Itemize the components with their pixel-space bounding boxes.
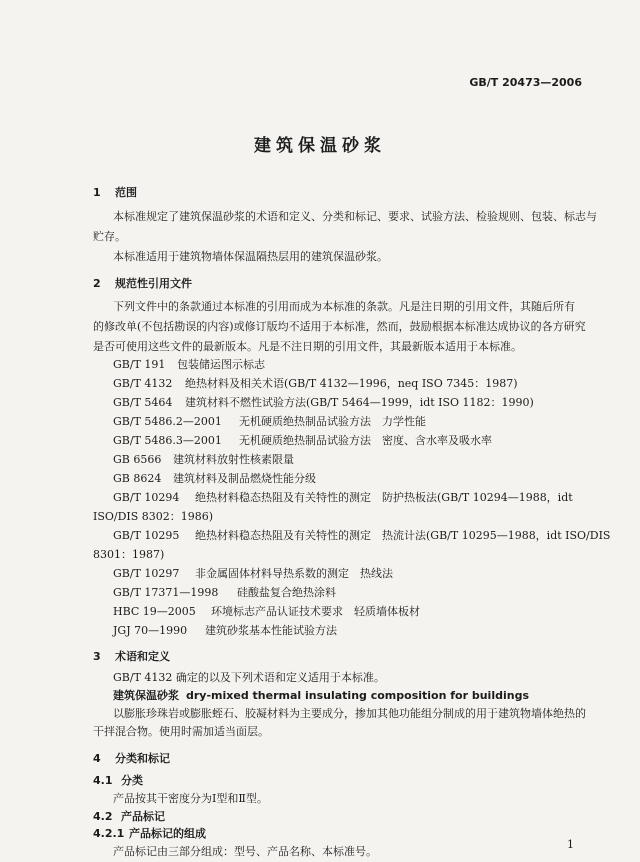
subsection-4-2-1-heading	[93, 827, 206, 841]
standard-number: GB/T 20473—2006	[469, 76, 582, 89]
section-title: 范围	[115, 186, 137, 199]
document-title: 建筑保温砂浆	[254, 136, 386, 156]
section-title: 术语和定义	[115, 650, 170, 663]
reference-title: 绝热材料稳态热阻及有关特性的测定 热流计法(GB/T 10295—1988，idt ISO/DIS	[195, 529, 611, 542]
reference-item	[113, 434, 492, 448]
subsection-4-2-heading	[93, 810, 165, 824]
reference-code: GB/T 17371—1998	[113, 586, 219, 599]
paragraph-line: GB/T 4132 确定的以及下列术语和定义适用于本标准。	[113, 671, 385, 684]
reference-title: 硅酸盐复合绝热涂料	[237, 586, 336, 599]
reference-item	[113, 358, 265, 372]
reference-continuation: ISO/DIS 8302：1986)	[93, 510, 214, 523]
reference-title: 建筑砂浆基本性能试验方法	[205, 624, 337, 637]
subsection-title: 产品标记的组成	[129, 827, 206, 840]
reference-code: JGJ 70—1990	[113, 624, 188, 637]
reference-item	[113, 453, 294, 467]
reference-code: GB/T 5486.2—2001	[113, 415, 222, 428]
reference-title: 无机硬质绝热制品试验方法 密度、含水率及吸水率	[239, 434, 492, 447]
paragraph-line: 产品标记由三部分组成：型号、产品名称、本标准号。	[113, 845, 377, 858]
reference-title: 建筑材料及制品燃烧性能分级	[173, 472, 316, 485]
reference-code: GB 6566	[113, 453, 162, 466]
paragraph-line: 本标准适用于建筑物墙体保温隔热层用的建筑保温砂浆。	[113, 250, 388, 263]
subsection-4-1-heading	[93, 774, 143, 788]
term-entry	[113, 689, 529, 703]
reference-item	[113, 415, 426, 429]
reference-title: 非金属固体材料导热系数的测定 热线法	[195, 567, 393, 580]
paragraph-line: 本标准规定了建筑保温砂浆的术语和定义、分类和标记、要求、试验方法、检验规则、包装、标志与	[113, 210, 597, 223]
reference-title: 绝热材料及相关术语(GB/T 4132—1996，neq ISO 7345：1987)	[185, 377, 518, 390]
term-english: dry-mixed thermal insulating composition for buildings	[186, 689, 529, 702]
reference-title: 绝热材料稳态热阻及有关特性的测定 防护热板法(GB/T 10294—1988，idt	[195, 491, 573, 504]
reference-item	[113, 377, 518, 391]
reference-title: 建筑材料不燃性试验方法(GB/T 5464—1999，idt ISO 1182：1990)	[185, 396, 534, 409]
section-title: 分类和标记	[115, 752, 170, 765]
section-number: 3	[93, 650, 101, 663]
reference-item	[113, 529, 610, 543]
reference-title: 无机硬质绝热制品试验方法 力学性能	[239, 415, 426, 428]
reference-item	[113, 396, 534, 410]
page-number: 1	[567, 838, 574, 851]
paragraph-line: 下列文件中的条款通过本标准的引用而成为本标准的条款。凡是注日期的引用文件，其随后所有	[113, 300, 575, 313]
reference-code: GB/T 10295	[113, 529, 180, 542]
subsection-number: 4.1	[93, 774, 113, 787]
reference-code: GB/T 4132	[113, 377, 173, 390]
section-number: 2	[93, 277, 101, 290]
reference-continuation: 8301：1987)	[93, 548, 165, 561]
section-4-heading	[93, 752, 170, 766]
paragraph-line: 贮存。	[93, 230, 126, 243]
reference-item	[113, 586, 336, 600]
paragraph-line: 的修改单(不包括勘误的内容)或修订版均不适用于本标准，然而，鼓励根据本标准达成协议的各方研究	[93, 320, 586, 333]
reference-code: GB/T 191	[113, 358, 166, 371]
reference-item	[113, 472, 316, 486]
reference-item	[113, 491, 573, 505]
reference-title: 环境标志产品认证技术要求 轻质墙体板材	[211, 605, 420, 618]
term-chinese: 建筑保温砂浆	[113, 689, 179, 702]
definition-line: 干拌混合物。使用时需加适当面层。	[93, 725, 269, 738]
reference-title: 建筑材料放射性核素限量	[173, 453, 294, 466]
reference-item	[113, 624, 337, 638]
reference-code: HBC 19—2005	[113, 605, 196, 618]
reference-code: GB/T 10294	[113, 491, 180, 504]
section-title: 规范性引用文件	[115, 277, 192, 290]
paragraph-line: 产品按其干密度分为Ⅰ型和Ⅱ型。	[113, 792, 268, 805]
subsection-title: 产品标记	[121, 810, 165, 823]
reference-item	[113, 605, 420, 619]
reference-item	[113, 567, 393, 581]
subsection-number: 4.2	[93, 810, 113, 823]
reference-code: GB/T 5486.3—2001	[113, 434, 222, 447]
section-2-heading	[93, 277, 192, 291]
section-number: 4	[93, 752, 101, 765]
subsection-title: 分类	[121, 774, 143, 787]
definition-line: 以膨胀珍珠岩或膨胀蛭石、胶凝材料为主要成分，掺加其他功能组分制成的用于建筑物墙体绝热的	[113, 707, 586, 720]
reference-code: GB/T 10297	[113, 567, 180, 580]
subsection-number: 4.2.1	[93, 827, 125, 840]
section-1-heading	[93, 186, 137, 200]
paragraph-line: 是否可使用这些文件的最新版本。凡是不注日期的引用文件，其最新版本适用于本标准。	[93, 340, 522, 353]
reference-code: GB/T 5464	[113, 396, 173, 409]
reference-title: 包装储运图示标志	[177, 358, 265, 371]
section-3-heading	[93, 650, 170, 664]
reference-code: GB 8624	[113, 472, 162, 485]
section-number: 1	[93, 186, 101, 199]
